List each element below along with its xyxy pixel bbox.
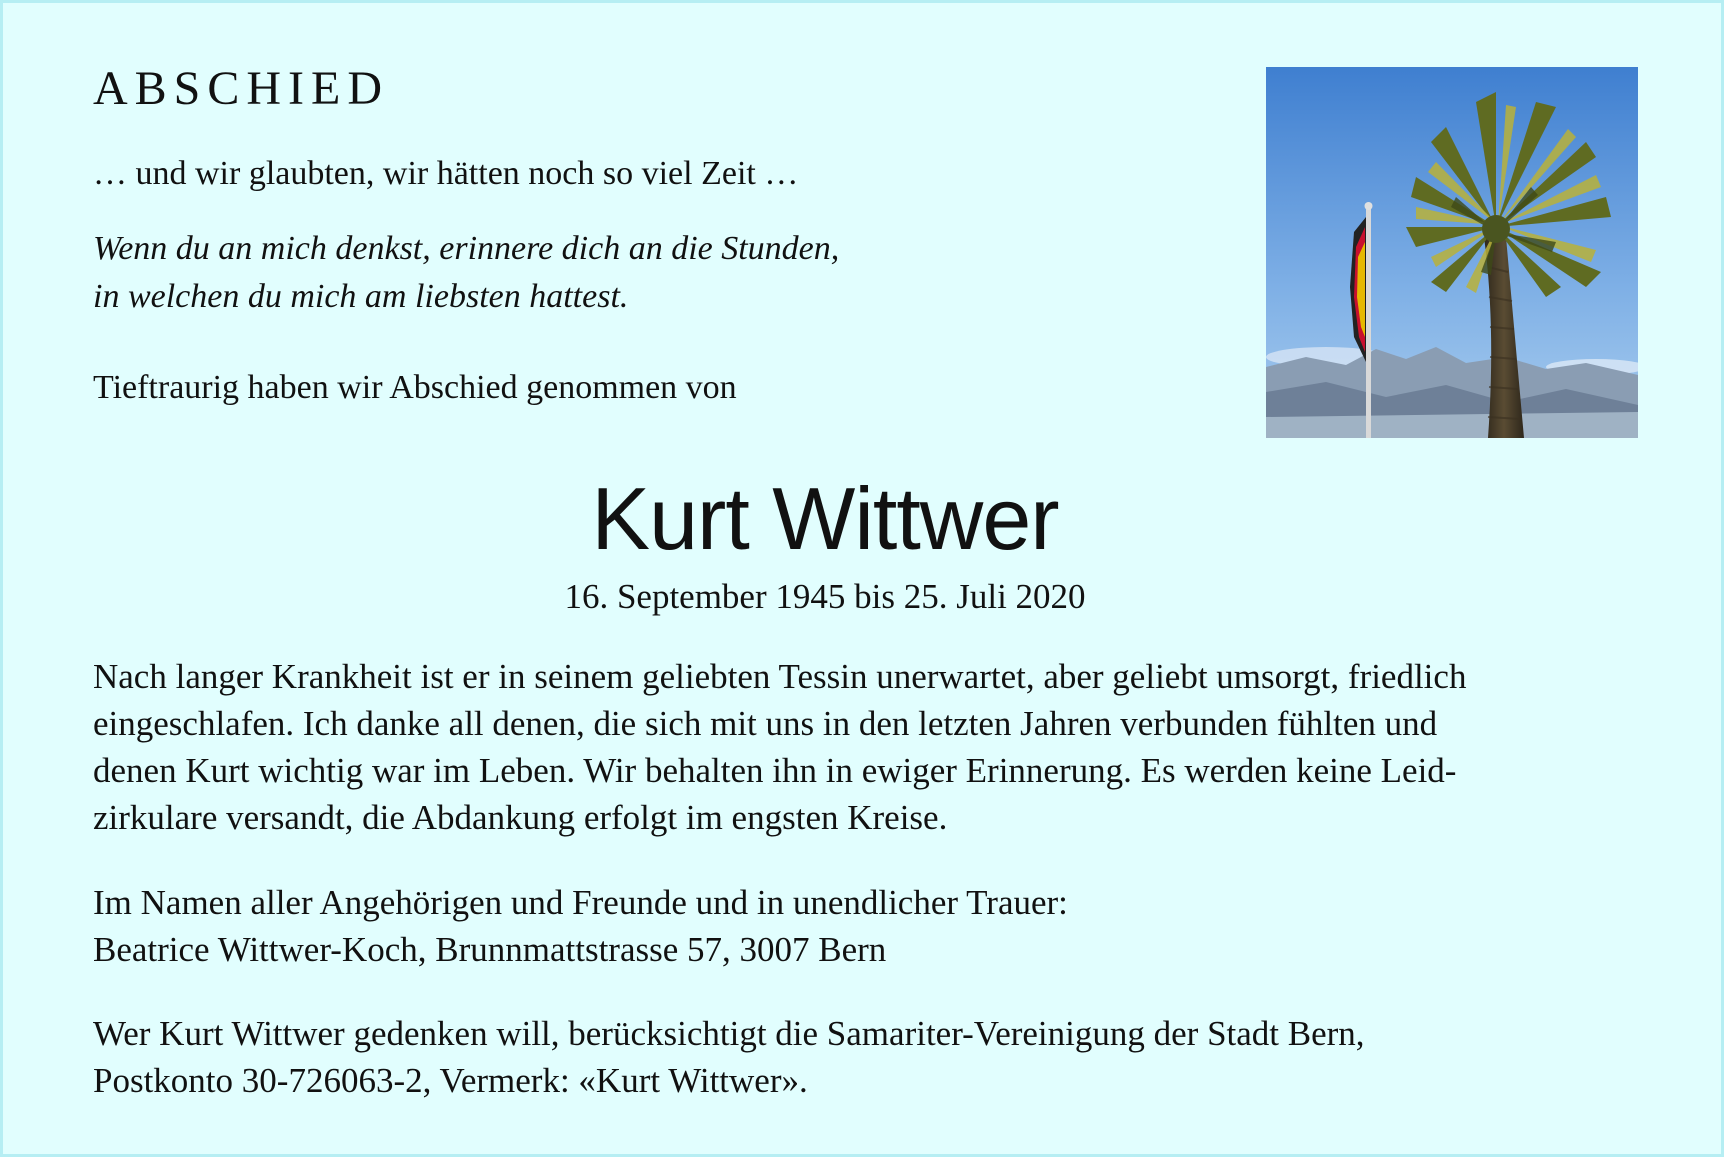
- life-dates: 16. September 1945 bis 25. Juli 2020: [564, 577, 1086, 616]
- donation-line: Postkonto 30-726063-2, Vermerk: «Kurt Wittwer».: [93, 1061, 808, 1100]
- poem-line: in welchen du mich am liebsten hattest.: [93, 278, 629, 315]
- signature-line: Beatrice Wittwer-Koch, Brunnmattstrasse 57, 3007 Bern: [93, 930, 887, 969]
- motto-line: … und wir glaubten, wir hätten noch so viel Zeit …: [93, 155, 799, 192]
- poem-line: Wenn du an mich denkst, erinnere dich an die Stunden,: [93, 230, 840, 267]
- signature-block: [93, 879, 1068, 973]
- intro-line: Tieftraurig haben wir Abschied genommen von: [93, 369, 737, 406]
- poem: [93, 225, 839, 321]
- body-line: zirkulare versandt, die Abdankung erfolgt im engsten Kreise.: [93, 798, 948, 837]
- signature-line: Im Namen aller Angehörigen und Freunde und in unendlicher Trauer:: [93, 883, 1068, 922]
- body-line: eingeschlafen. Ich danke all denen, die sich mit uns in den letzten Jahren verbunden fühlten und: [93, 704, 1438, 743]
- donation-note: [93, 1010, 1365, 1104]
- notice-heading: ABSCHIED: [93, 62, 390, 115]
- deceased-name: Kurt Wittwer: [591, 469, 1059, 568]
- body-line: Nach langer Krankheit ist er in seinem geliebten Tessin unerwartet, aber geliebt umsorgt, friedlich: [93, 657, 1467, 696]
- body-line: denen Kurt wichtig war im Leben. Wir behalten ihn in ewiger Erinnerung. Es werden keine Leid-: [93, 751, 1457, 790]
- notice-body: [93, 653, 1653, 841]
- palm-tree-photo: [1266, 67, 1638, 438]
- donation-line: Wer Kurt Wittwer gedenken will, berücksichtigt die Samariter-Vereinigung der Stadt Bern,: [93, 1014, 1365, 1053]
